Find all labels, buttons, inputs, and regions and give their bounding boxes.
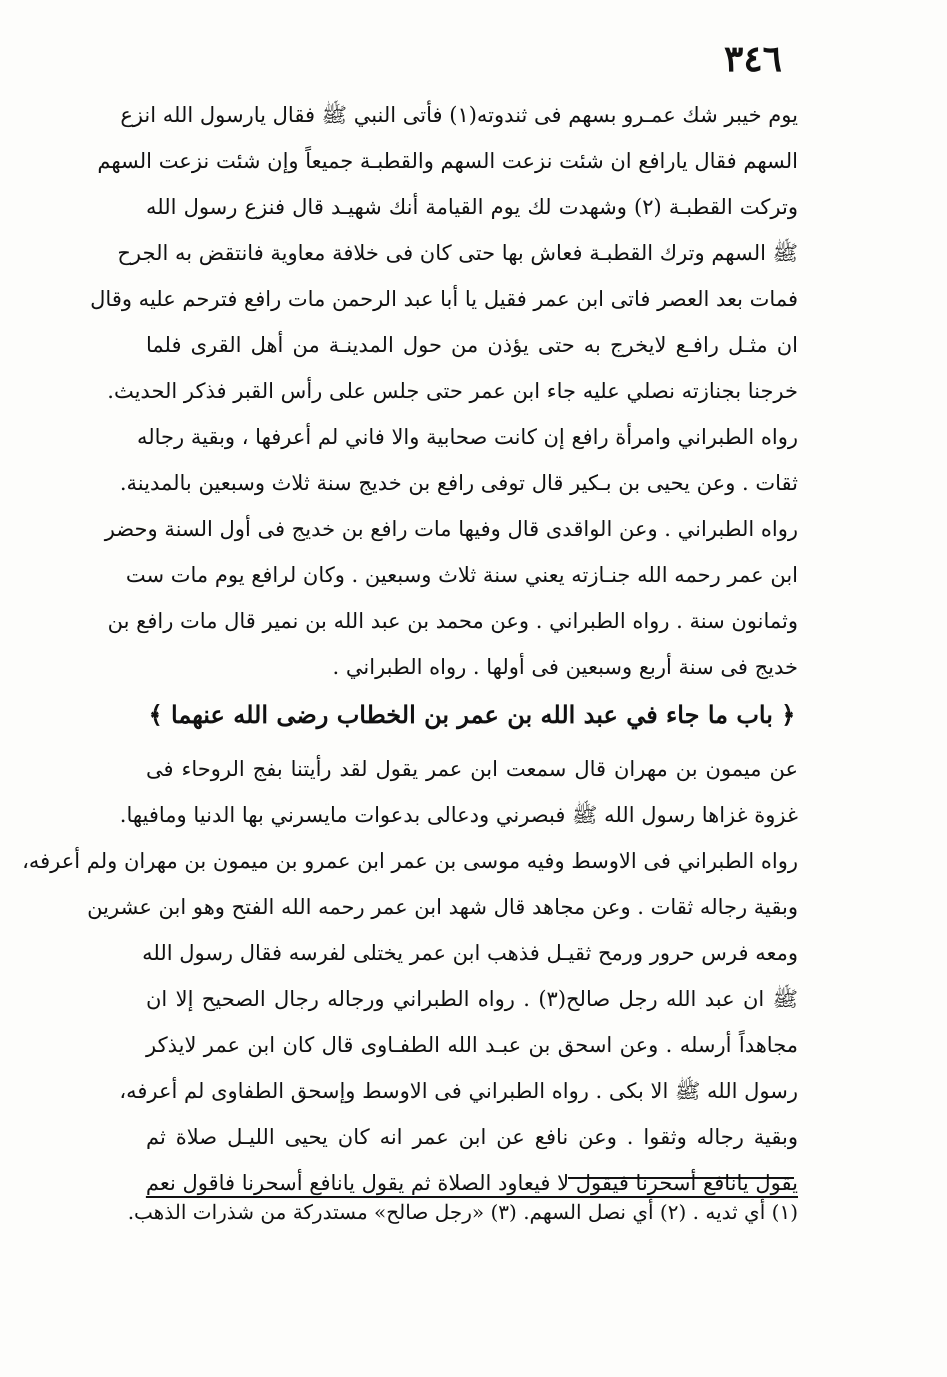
footnotes: (١) أي ثديه . (٢) أي نصل السهم. (٣) «رجل صالح» مستدركة من شذرات الذهب. bbox=[127, 1200, 798, 1224]
text-line: رواه الطبراني . وعن الواقدى قال وفيها مات رافع بن خديج فى أول السنة وحضر bbox=[104, 517, 798, 541]
text-line: غزوة غزاها رسول الله ﷺ فبصرني ودعالى بدعوات مايسرني بها الدنيا ومافيها. bbox=[119, 803, 798, 827]
text-line: مجاهداً أرسله . وعن اسحق بن عبـد الله الطفـاوى قال كان ابن عمر لايذكر bbox=[146, 1033, 798, 1057]
chapter-heading: ﴿ باب ما جاء في عبد الله بن عمر بن الخطاب رضى الله عنهما ﴾ bbox=[148, 700, 796, 729]
text-line: رواه الطبراني وامرأة رافع إن كانت صحابية والا فاني لم أعرفها ، وبقية رجاله bbox=[137, 425, 798, 449]
text-line: ﷺ السهم وترك القطبـة فعاش بها حتى كان فى خلافة معاوية فانتقض به الجرح bbox=[117, 241, 798, 265]
main-text bbox=[22, 92, 798, 1206]
text-line: ﷺ ان عبد الله رجل صالح(٣) . رواه الطبراني ورجاله رجال الصحيح إلا ان bbox=[146, 987, 798, 1011]
text-line: وثمانون سنة . رواه الطبراني . وعن محمد بن عبد الله بن نمير قال مات رافع بن bbox=[107, 609, 798, 633]
text-line: وتركت القطبـة (٢) وشهدت لك يوم القيامة أنك شهيـد قال فنزع رسول الله bbox=[146, 195, 798, 219]
text-line: وبقية رجاله وثقوا . وعن نافع عن ابن عمر انه كان يحيى الليـل صلاة ثم bbox=[146, 1125, 798, 1149]
text-line: فمات بعد العصر فاتى ابن عمر فقيل يا أبا عبد الرحمن مات رافع فترحم عليه وقال bbox=[90, 287, 798, 311]
text-line: عن ميمون بن مهران قال سمعت ابن عمر يقول لقد رأيتنا بفج الروحاء فى bbox=[146, 757, 798, 781]
text-line: رسول الله ﷺ الا بكى . رواه الطبراني فى الاوسط وإسحق الطفاوى لم أعرفه، bbox=[119, 1079, 798, 1103]
text-line: ومعه فرس حرور ورمح ثقيـل فذهب ابن عمر يختلى لفرسه فقال رسول الله bbox=[142, 941, 798, 965]
footnote-divider bbox=[568, 1177, 794, 1179]
text-line: رواه الطبراني فى الاوسط وفيه موسى بن عمر ابن عمرو بن ميمون بن مهران ولم أعرفه، bbox=[22, 849, 798, 873]
text-line: ثقات . وعن يحيى بن بـكير قال توفى رافع بن خديج سنة ثلاث وسبعين بالمدينة. bbox=[119, 471, 798, 495]
text-line: السهم فقال يارافع ان شئت نزعت السهم والقطبـة جميعاً وإن شئت نزعت السهم bbox=[97, 149, 798, 173]
text-line: ابن عمر رحمه الله جنـازته يعني سنة ثلاث وسبعين . وكان لرافع يوم مات ست bbox=[125, 563, 798, 587]
page-number: ٣٤٦ bbox=[724, 38, 783, 80]
text-line: خديج فى سنة أربع وسبعين فى أولها . رواه الطبراني . bbox=[332, 655, 798, 679]
text-line: وبقية رجاله ثقات . وعن مجاهد قال شهد ابن عمر رحمه الله الفتح وهو ابن عشرين bbox=[87, 895, 798, 919]
text-line: يوم خيبر شك عمـرو بسهم فى ثندوته(١) فأتى النبي ﷺ فقال يارسول الله انزع bbox=[120, 103, 798, 127]
underlined-line: يقول يانافع أسحرنا فيقول لا فيعاود الصلاة ثم يقول يانافع أسحرنا فاقول نعم bbox=[145, 1171, 798, 1195]
text-line: خرجنا بجنازته نصلي عليه جاء ابن عمر حتى جلس على رأس القبر فذكر الحديث. bbox=[107, 379, 798, 403]
text-line: ان مثـل رافـع لايخرج به حتى يؤذن من حول المدينـة من أهل القرى فلما bbox=[146, 333, 798, 357]
